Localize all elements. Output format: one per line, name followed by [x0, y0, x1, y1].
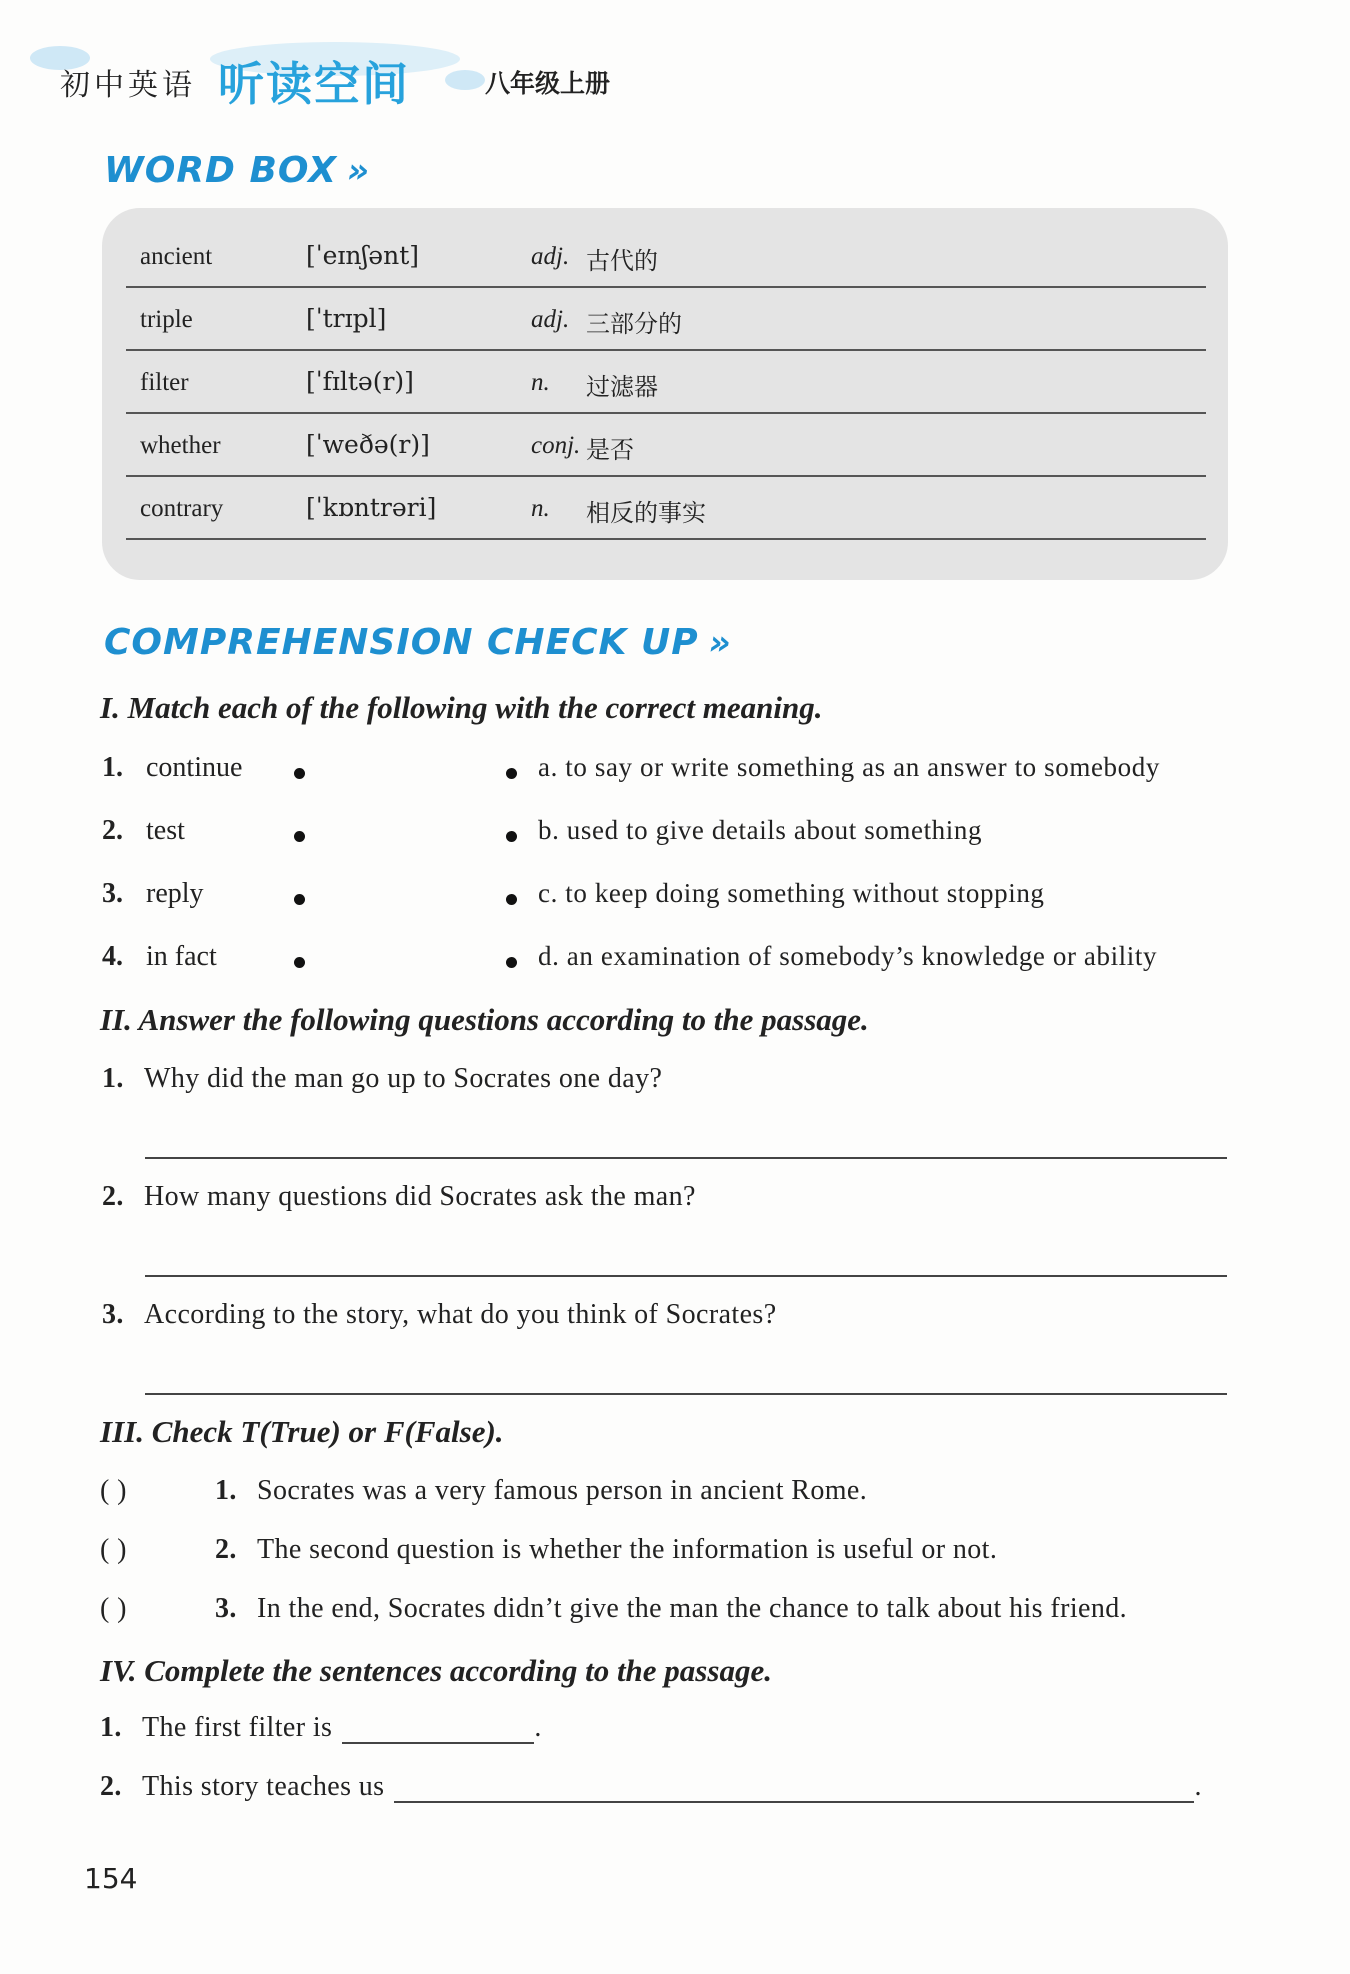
item-text: test — [146, 815, 185, 846]
statement-text: In the end, Socrates didn’t give the man the chance to talk about his friend. — [257, 1593, 1128, 1624]
word: ancient — [140, 243, 213, 270]
match-dot-right[interactable] — [506, 831, 517, 842]
meaning: 古代的 — [586, 247, 658, 275]
phonetic: [ˈeɪnʃənt] — [306, 241, 420, 270]
phonetic: [ˈfɪltə(r)] — [306, 367, 414, 396]
match-dot-left[interactable] — [294, 957, 305, 968]
match-dot-right[interactable] — [506, 957, 517, 968]
meaning: 是否 — [586, 436, 634, 464]
match-dot-right[interactable] — [506, 768, 517, 779]
true-false-item — [100, 1534, 997, 1566]
word: triple — [140, 306, 193, 333]
item-text: reply — [146, 878, 204, 909]
match-left-item — [102, 878, 204, 910]
item-number: 2. — [215, 1534, 237, 1565]
item-text: continue — [146, 752, 243, 783]
item-text: in fact — [146, 941, 217, 972]
part-4-heading: IV. Complete the sentences according to the passage. — [100, 1653, 772, 1688]
word-box-title-text: WORD BOX — [104, 150, 337, 191]
statement-text: Socrates was a very famous person in ancient Rome. — [257, 1475, 868, 1506]
part-of-speech: n. — [531, 495, 550, 522]
item-number: 1. — [102, 752, 123, 783]
item-number: 1. — [100, 1712, 122, 1743]
answer-blank[interactable]: ( ) — [100, 1593, 127, 1624]
true-false-item — [100, 1475, 867, 1507]
comprehension-title-text: COMPREHENSION CHECK UP — [104, 622, 699, 663]
comprehension-title — [104, 622, 732, 663]
word-box-title — [104, 150, 370, 191]
part-of-speech: n. — [531, 369, 550, 396]
page-number: 154 — [84, 1862, 138, 1895]
sentence-text: This story teaches us — [142, 1771, 385, 1802]
match-dot-left[interactable] — [294, 831, 305, 842]
match-right-item: a. to say or write something as an answer to somebody — [538, 752, 1160, 782]
question — [102, 1063, 662, 1095]
part-of-speech: conj. — [531, 432, 581, 459]
question — [102, 1181, 696, 1213]
meaning: 三部分的 — [586, 310, 682, 338]
answer-line[interactable] — [145, 1157, 1227, 1159]
word: contrary — [140, 495, 224, 522]
logo-text: 听读空间 — [218, 57, 410, 111]
word: filter — [140, 369, 189, 396]
cloud-decoration — [445, 70, 485, 90]
fill-blank[interactable] — [394, 1773, 1194, 1803]
word-box — [102, 208, 1228, 580]
part-of-speech: adj. — [531, 243, 570, 270]
word-row — [126, 475, 1206, 540]
word-row — [126, 349, 1206, 414]
answer-blank[interactable]: ( ) — [100, 1534, 127, 1565]
part-1-heading: I. Match each of the following with the correct meaning. — [100, 690, 823, 725]
item-number: 1. — [215, 1475, 237, 1506]
match-left-item — [102, 815, 185, 847]
item-number: 1. — [102, 1063, 124, 1094]
match-dot-right[interactable] — [506, 894, 517, 905]
sentence-text: The first filter is — [142, 1712, 333, 1743]
series-title: 初中英语 — [60, 68, 196, 103]
item-number: 2. — [102, 815, 123, 846]
match-right-item: c. to keep doing something without stopping — [538, 878, 1045, 908]
match-left-item — [102, 941, 217, 973]
word-row — [126, 412, 1206, 477]
sentence-end: . — [1194, 1771, 1202, 1802]
item-number: 3. — [102, 878, 123, 909]
fill-blank[interactable] — [342, 1714, 534, 1744]
phonetic: [ˈweðə(r)] — [306, 430, 430, 459]
question-text: According to the story, what do you think of Socrates? — [144, 1299, 777, 1330]
match-right-item: b. used to give details about something — [538, 815, 983, 845]
answer-line[interactable] — [145, 1275, 1227, 1277]
phonetic: [ˈtrɪpl] — [306, 304, 387, 333]
meaning: 相反的事实 — [586, 499, 706, 527]
question-text: How many questions did Socrates ask the man? — [144, 1181, 696, 1212]
question-text: Why did the man go up to Socrates one day? — [144, 1063, 663, 1094]
question — [102, 1299, 777, 1331]
word: whether — [140, 432, 221, 459]
item-number: 3. — [102, 1299, 124, 1330]
match-right-item: d. an examination of somebody’s knowledge or ability — [538, 941, 1158, 971]
item-number: 4. — [102, 941, 123, 972]
double-chevron-icon: » — [708, 623, 732, 663]
sentence-end: . — [534, 1712, 542, 1743]
statement-text: The second question is whether the information is useful or not. — [257, 1534, 998, 1565]
part-of-speech: adj. — [531, 306, 570, 333]
true-false-item — [100, 1593, 1127, 1625]
meaning: 过滤器 — [586, 373, 658, 401]
item-number: 2. — [100, 1771, 122, 1802]
item-number: 3. — [215, 1593, 237, 1624]
part-3-heading: III. Check T(True) or F(False). — [100, 1414, 504, 1449]
answer-blank[interactable]: ( ) — [100, 1475, 127, 1506]
part-2-heading: II. Answer the following questions according to the passage. — [100, 1002, 869, 1037]
answer-line[interactable] — [145, 1393, 1227, 1395]
completion-item — [100, 1712, 542, 1744]
word-row — [126, 223, 1206, 288]
grade-label: 八年级上册 — [485, 69, 611, 98]
word-row — [126, 286, 1206, 351]
match-left-item — [102, 752, 242, 784]
match-dot-left[interactable] — [294, 894, 305, 905]
double-chevron-icon: » — [346, 151, 371, 191]
completion-item — [100, 1771, 1202, 1803]
phonetic: [ˈkɒntrəri] — [306, 493, 437, 522]
page-header — [50, 40, 1050, 130]
item-number: 2. — [102, 1181, 124, 1212]
match-dot-left[interactable] — [294, 768, 305, 779]
